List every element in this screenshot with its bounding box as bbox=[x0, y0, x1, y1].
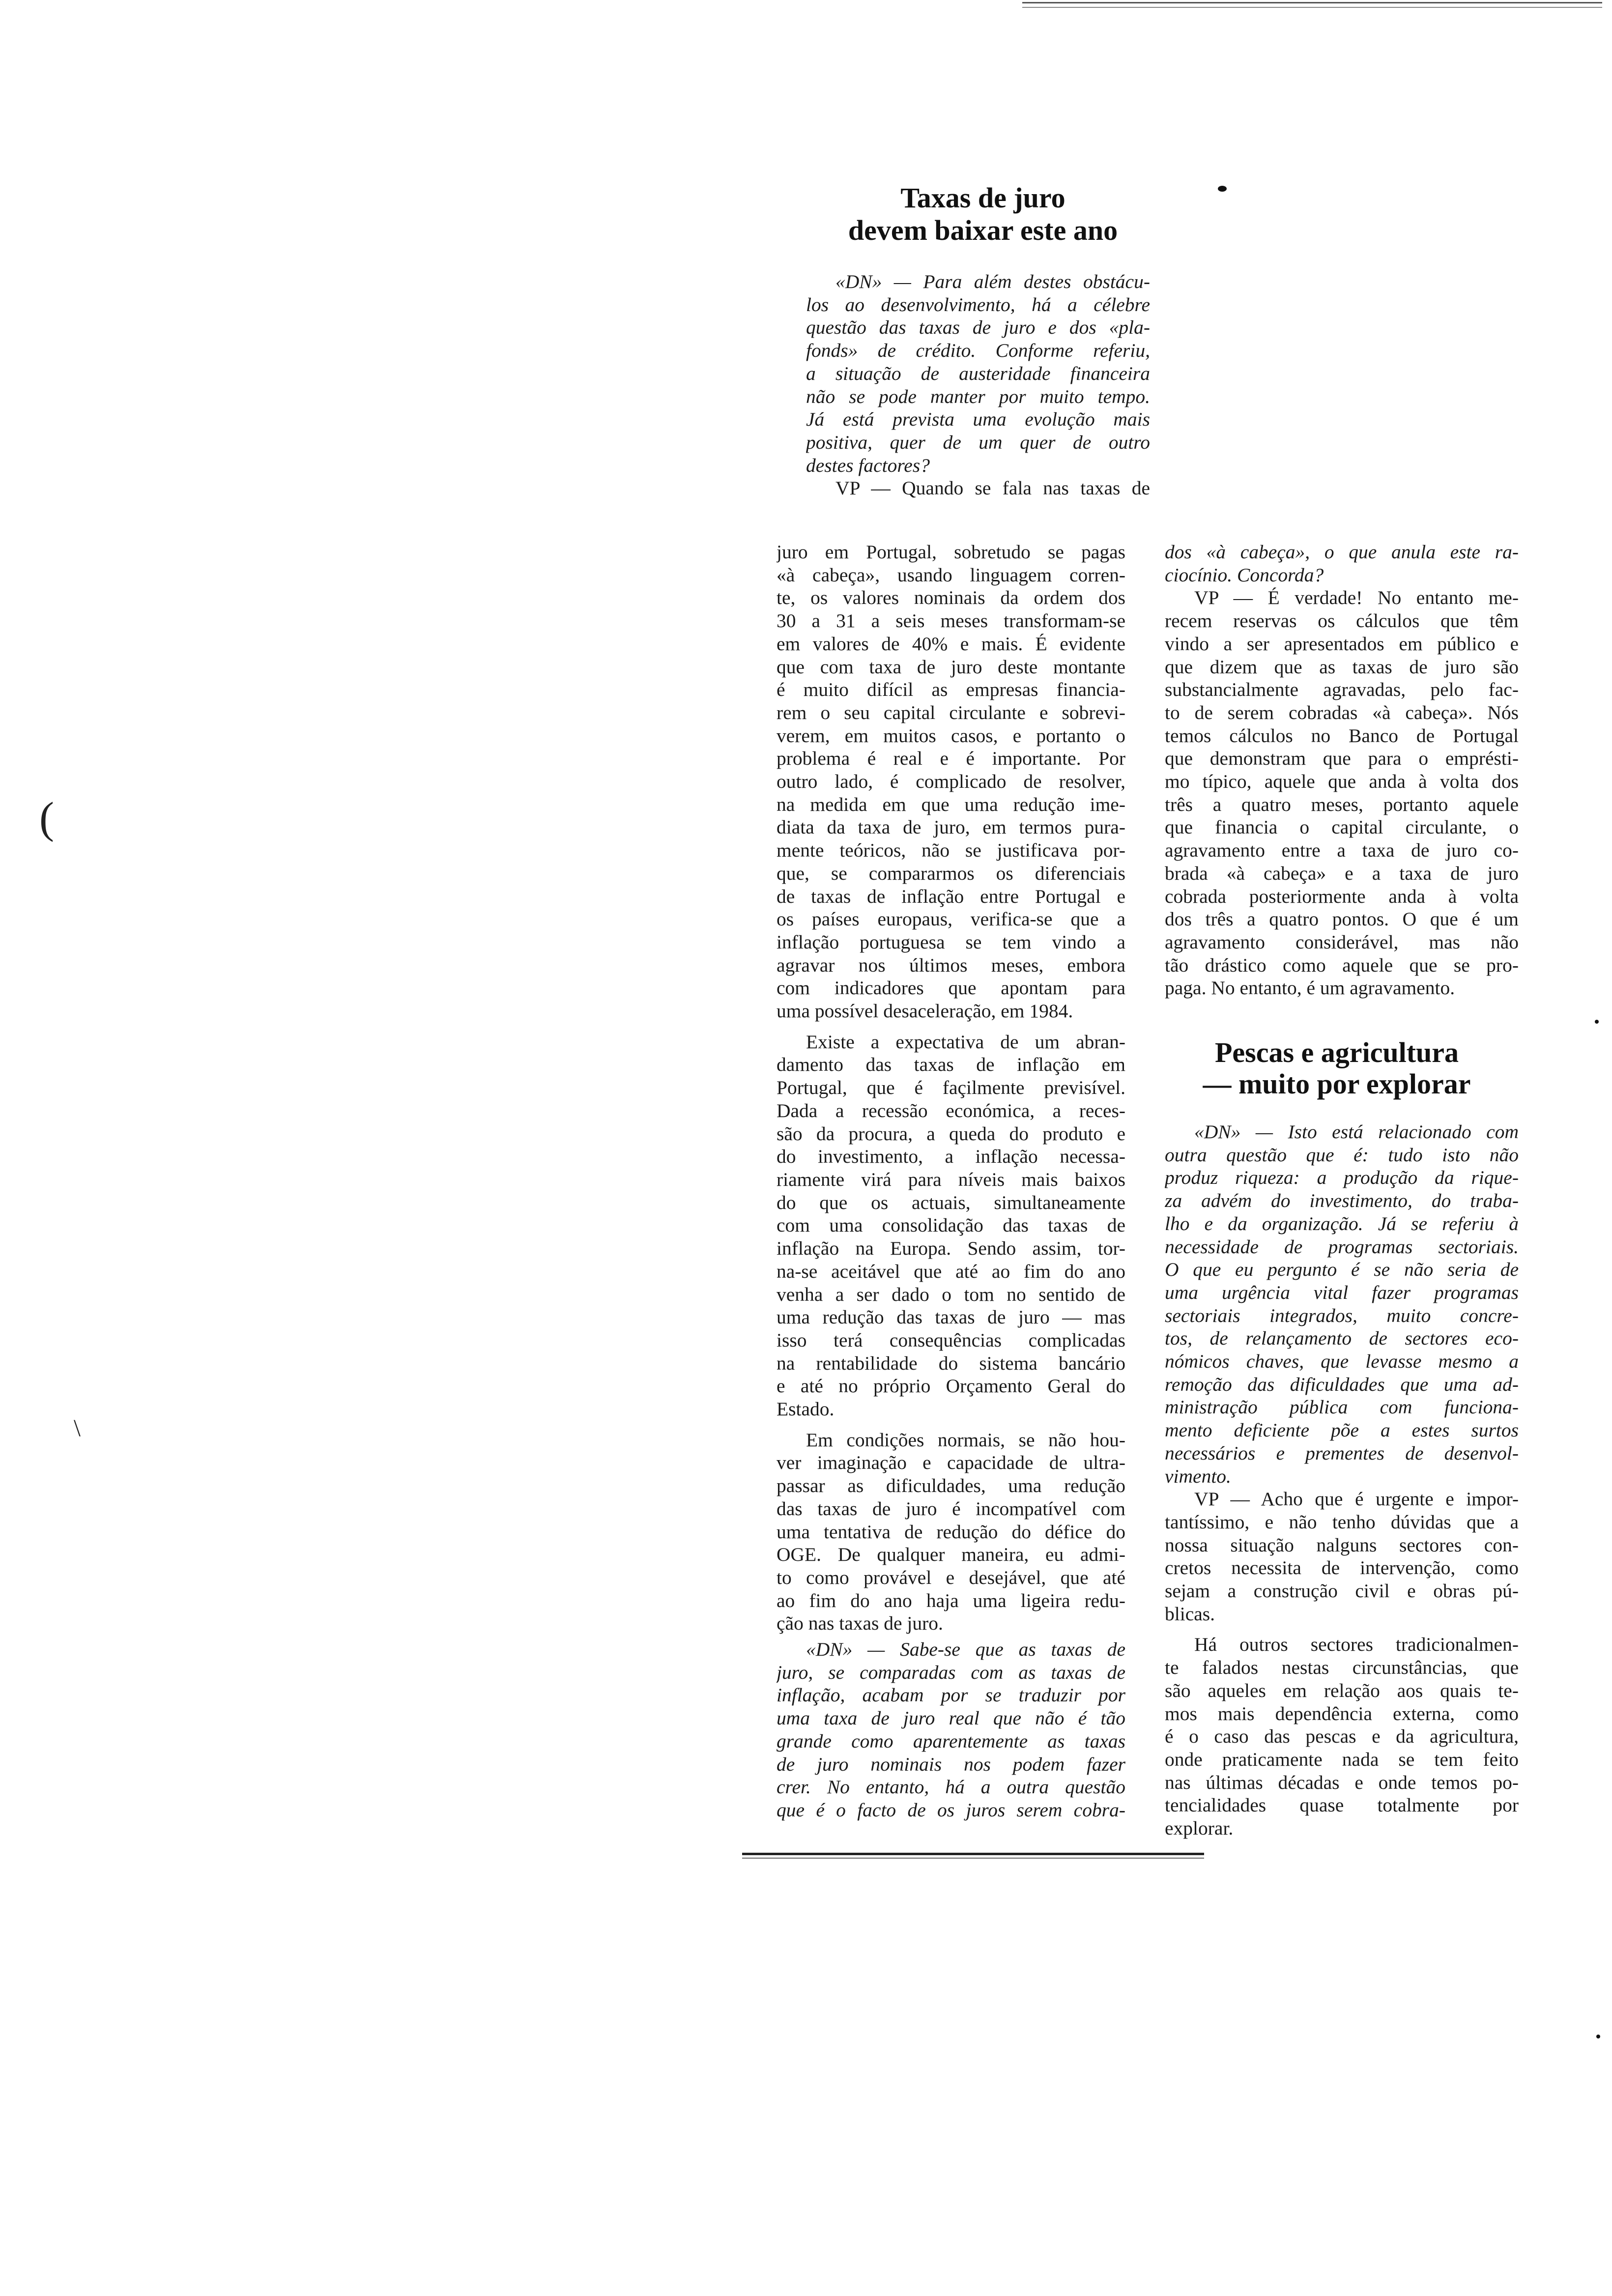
headline-line: devem baixar este ano bbox=[848, 214, 1118, 246]
text-line: «DN» — Para além destes obstácu- bbox=[835, 271, 1150, 292]
text-line: verem, em muitos casos, e portanto o bbox=[777, 724, 1125, 746]
text-line: brada «à cabeça» e a taxa de juro bbox=[1165, 862, 1519, 884]
text-line: te, os valores nominais da ordem dos bbox=[777, 587, 1125, 609]
text-line: agravar nos últimos meses, embora bbox=[777, 954, 1125, 976]
text-line: diata da taxa de juro, em termos pura- bbox=[777, 816, 1125, 838]
headline-line: Taxas de juro bbox=[900, 182, 1065, 214]
text-line: problema é real e é importante. Por bbox=[777, 747, 1125, 770]
text-line: «DN» — Sabe-se que as taxas de bbox=[806, 1638, 1125, 1661]
text-line: passar as dificuldades, uma redução bbox=[777, 1475, 1125, 1497]
article-end-rule bbox=[742, 1853, 1204, 1855]
text-line: nossa situação nalguns sectores con- bbox=[1165, 1534, 1519, 1556]
text-line: VP — É verdade! No entanto me- bbox=[1194, 587, 1519, 609]
text-line: VP — Quando se fala nas taxas de bbox=[835, 477, 1150, 499]
text-line: tão drástico como aquele que se pro- bbox=[1165, 954, 1519, 976]
text-line: temos cálculos no Banco de Portugal bbox=[1165, 724, 1519, 746]
text-line: Em condições normais, se não hou- bbox=[806, 1429, 1125, 1451]
text-line: de juro nominais nos podem fazer bbox=[777, 1753, 1125, 1775]
subheadline-line: Pescas e agricultura bbox=[1214, 1036, 1459, 1068]
margin-mark: \ bbox=[74, 1414, 81, 1441]
text-line: que, se compararmos os diferenciais bbox=[777, 862, 1125, 884]
text-line: outro lado, é complicado de resolver, bbox=[777, 771, 1125, 793]
text-line: outra questão que é: tudo isto não bbox=[1165, 1144, 1519, 1166]
text-line: agravamento considerável, mas não bbox=[1165, 931, 1519, 953]
text-line: to como provável e desejável, que até bbox=[777, 1566, 1125, 1588]
text-line: do investimento, a inflação necessa- bbox=[777, 1146, 1125, 1168]
column-a bbox=[777, 541, 1125, 1822]
article-end-rule bbox=[742, 1858, 1204, 1859]
text-line: produz riqueza: a produção da rique- bbox=[1165, 1167, 1519, 1189]
text-line: os países europaus, verifica-se que a bbox=[777, 908, 1125, 930]
text-line: Existe a expectativa de um abran- bbox=[806, 1031, 1125, 1053]
text-line: riamente virá para níveis mais baixos bbox=[777, 1168, 1125, 1190]
text-line: cobrada posteriormente anda à volta bbox=[1165, 885, 1519, 907]
text-line: te falados nestas circunstâncias, que bbox=[1165, 1657, 1519, 1679]
text-line: tencialidades quase totalmente por bbox=[1165, 1794, 1519, 1816]
text-line: substancialmente agravadas, pelo fac- bbox=[1165, 679, 1519, 701]
text-line: Dada a recessão económica, a reces- bbox=[777, 1099, 1125, 1121]
text-line: é muito difícil as empresas financia- bbox=[777, 679, 1125, 701]
text-line: sejam a construção civil e obras pú- bbox=[1165, 1580, 1519, 1602]
text-line: explorar. bbox=[1165, 1817, 1234, 1839]
text-line: dos «à cabeça», o que anula este ra- bbox=[1165, 541, 1519, 563]
text-line: rem o seu capital circulante e sobrevi- bbox=[777, 701, 1125, 723]
text-line: vimento. bbox=[1165, 1465, 1231, 1487]
text-line: juro, se comparadas com as taxas de bbox=[777, 1661, 1125, 1683]
text-line: 30 a 31 a seis meses transformam-se bbox=[777, 610, 1125, 632]
text-line: fonds» de crédito. Conforme referiu, bbox=[806, 340, 1150, 362]
text-line: recem reservas os cálculos que têm bbox=[1165, 610, 1519, 632]
text-line: nómicos chaves, que levasse mesmo a bbox=[1165, 1350, 1519, 1373]
text-line: los ao desenvolvimento, há a célebre bbox=[806, 293, 1150, 316]
text-line: das taxas de juro é incompatível com bbox=[777, 1497, 1125, 1520]
text-line: que financia o capital circulante, o bbox=[1165, 816, 1519, 838]
text-line: questão das taxas de juro e dos «pla- bbox=[806, 316, 1150, 339]
text-line: Portugal, que é façilmente previsível. bbox=[777, 1077, 1125, 1099]
text-line: necessidade de programas sectoriais. bbox=[1165, 1235, 1519, 1258]
text-line: são da procura, a queda do produto e bbox=[777, 1122, 1125, 1145]
text-line: que é o facto de os juros serem cobra- bbox=[777, 1799, 1125, 1821]
text-line: com uma consolidação das taxas de bbox=[777, 1214, 1125, 1236]
text-line: e até no próprio Orçamento Geral do bbox=[777, 1375, 1125, 1397]
scan-border-line bbox=[1022, 2, 1602, 3]
text-line: Há outros sectores tradicionalmen- bbox=[1194, 1634, 1519, 1656]
text-line: tantíssimo, e não tenho dúvidas que a bbox=[1165, 1511, 1519, 1533]
text-line: uma redução das taxas de juro — mas bbox=[777, 1306, 1125, 1328]
text-line: na-se aceitável que até ao fim do ano bbox=[777, 1260, 1125, 1282]
text-line: paga. No entanto, é um agravamento. bbox=[1165, 977, 1455, 999]
text-line: OGE. De qualquer maneira, eu admi- bbox=[777, 1544, 1125, 1566]
subheadline-line: — muito por explorar bbox=[1203, 1068, 1471, 1100]
text-line: de taxas de inflação entre Portugal e bbox=[777, 885, 1125, 907]
text-line: inflação, acabam por se traduzir por bbox=[777, 1684, 1125, 1706]
text-line: é o caso das pescas e da agricultura, bbox=[1165, 1725, 1519, 1748]
text-line: juro em Portugal, sobretudo se pagas bbox=[777, 541, 1125, 563]
text-line: inflação portuguesa se tem vindo a bbox=[777, 931, 1125, 953]
text-line: que dizem que as taxas de juro são bbox=[1165, 656, 1519, 678]
text-line: positiva, quer de um quer de outro bbox=[806, 431, 1150, 453]
text-line: venha a ser dado o tom no sentido de bbox=[777, 1283, 1125, 1305]
text-line: inflação na Europa. Sendo assim, tor- bbox=[777, 1237, 1125, 1260]
text-line: agravamento entre a taxa de juro co- bbox=[1165, 839, 1519, 861]
text-line: uma tentativa de redução do défice do bbox=[777, 1521, 1125, 1543]
text-line: «à cabeça», usando linguagem corren- bbox=[777, 564, 1125, 586]
intro-question bbox=[806, 270, 1150, 500]
text-line: sectoriais integrados, muito concre- bbox=[1165, 1304, 1519, 1326]
text-line: uma possível desaceleração, em 1984. bbox=[777, 1000, 1073, 1022]
text-line: do que os actuais, simultaneamente bbox=[777, 1191, 1125, 1213]
text-line: crer. No entanto, há a outra questão bbox=[777, 1776, 1125, 1798]
article-subheadline bbox=[1165, 1037, 1509, 1100]
text-line: em valores de 40% e mais. É evidente bbox=[777, 632, 1125, 655]
text-line: que com taxa de juro deste montante bbox=[777, 656, 1125, 678]
text-line: «DN» — Isto está relacionado com bbox=[1194, 1121, 1519, 1143]
text-line: grande como aparentemente as taxas bbox=[777, 1730, 1125, 1752]
text-line: damento das taxas de inflação em bbox=[777, 1054, 1125, 1076]
text-line: mos mais dependência externa, como bbox=[1165, 1702, 1519, 1724]
text-line: mento deficiente põe a estes surtos bbox=[1165, 1419, 1519, 1441]
text-line: uma taxa de juro real que não é tão bbox=[777, 1707, 1125, 1729]
margin-mark: ( bbox=[39, 794, 54, 842]
text-line: com indicadores que apontam para bbox=[777, 977, 1125, 999]
text-line: remoção das dificuldades que uma ad- bbox=[1165, 1373, 1519, 1395]
text-line: necessários e prementes de desenvol- bbox=[1165, 1442, 1519, 1464]
text-line: ministração pública com funciona- bbox=[1165, 1396, 1519, 1418]
column-b2 bbox=[1165, 1120, 1519, 1840]
text-line: blicas. bbox=[1165, 1603, 1215, 1625]
text-line: não se pode manter por muito tempo. bbox=[806, 385, 1150, 407]
text-line: a situação de austeridade financeira bbox=[806, 362, 1150, 384]
text-line: dos três a quatro pontos. O que é um bbox=[1165, 908, 1519, 930]
text-line: ao fim do ano haja uma ligeira redu- bbox=[777, 1589, 1125, 1611]
text-line: ciocínio. Concorda? bbox=[1165, 564, 1324, 586]
text-line: to de serem cobradas «à cabeça». Nós bbox=[1165, 701, 1519, 723]
text-line: destes factores? bbox=[806, 454, 930, 476]
text-line: onde praticamente nada se tem feito bbox=[1165, 1748, 1519, 1770]
scan-border-line bbox=[1022, 7, 1602, 8]
article-headline bbox=[811, 182, 1155, 247]
text-line: isso terá consequências complicadas bbox=[777, 1329, 1125, 1351]
text-line: na rentabilidade do sistema bancário bbox=[777, 1352, 1125, 1374]
text-line: nas últimas décadas e onde temos po- bbox=[1165, 1771, 1519, 1793]
text-line: vindo a ser apresentados em público e bbox=[1165, 632, 1519, 655]
text-line: Estado. bbox=[777, 1398, 835, 1420]
text-line: são aqueles em relação aos quais te- bbox=[1165, 1679, 1519, 1701]
text-line: na medida em que uma redução ime- bbox=[777, 793, 1125, 815]
text-line: Já está prevista uma evolução mais bbox=[806, 408, 1150, 430]
text-line: uma urgência vital fazer programas bbox=[1165, 1281, 1519, 1303]
scan-speck bbox=[1596, 2035, 1600, 2038]
text-line: ver imaginação e capacidade de ultra- bbox=[777, 1452, 1125, 1474]
scan-speck bbox=[1218, 186, 1227, 192]
text-line: tos, de relançamento de sectores eco- bbox=[1165, 1327, 1519, 1349]
text-line: za advém do investimento, do traba- bbox=[1165, 1190, 1519, 1212]
text-line: que demonstram que para o emprésti- bbox=[1165, 747, 1519, 770]
column-b bbox=[1165, 541, 1519, 1000]
text-line: mente teóricos, não se justificava por- bbox=[777, 839, 1125, 861]
text-line: cretos necessita de intervenção, como bbox=[1165, 1557, 1519, 1579]
text-line: lho e da organização. Já se referiu à bbox=[1165, 1212, 1519, 1234]
text-line: ção nas taxas de juro. bbox=[777, 1612, 943, 1635]
scan-speck bbox=[1595, 1020, 1599, 1024]
text-line: O que eu pergunto é se não seria de bbox=[1165, 1259, 1519, 1281]
text-line: VP — Acho que é urgente e impor- bbox=[1194, 1488, 1519, 1510]
text-line: três a quatro meses, portanto aquele bbox=[1165, 793, 1519, 815]
text-line: mo típico, aquele que anda à volta dos bbox=[1165, 771, 1519, 793]
